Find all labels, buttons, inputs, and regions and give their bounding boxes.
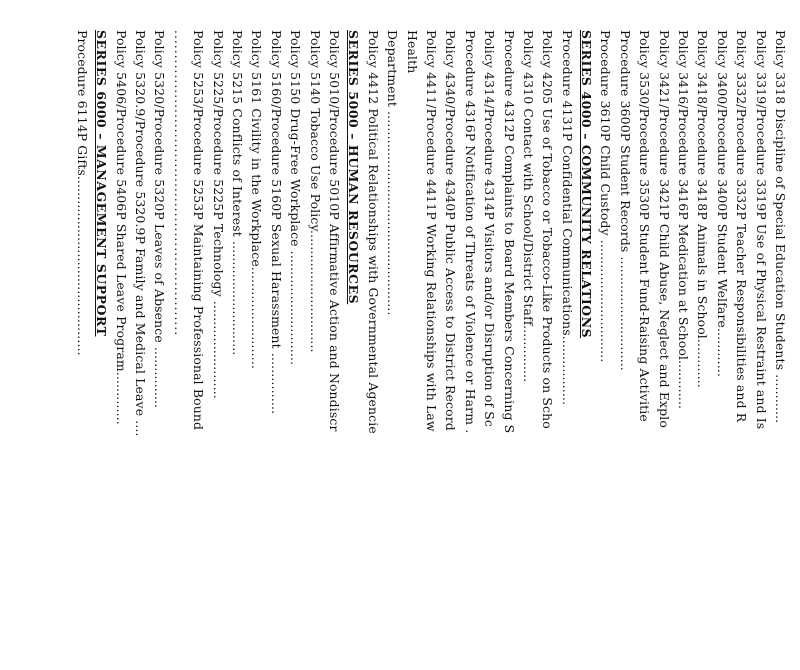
dot-leader-line: ..............................................................: [171, 30, 187, 337]
toc-line: Policy 5225/Procedure 5225P Technology ........................: [210, 30, 226, 399]
toc-line: Policy 3332/Procedure 3332P Teacher Responsibilities and R: [734, 30, 750, 423]
toc-line: Policy 3421/Procedure 3421P Child Abuse, Neglect and Explo: [656, 30, 672, 428]
toc-line: Policy 3418/Procedure 3418P Animals in School............: [695, 30, 711, 388]
toc-line: Policy 5406/Procedure 5406P Shared Leave Program.............: [113, 30, 129, 425]
toc-line: Policy 3530/Procedure 3530P Student Fund-Raising Activitie: [637, 30, 653, 422]
toc-line: Policy 5160/Procedure 5160P Sexual Harassment ...............: [268, 30, 284, 415]
toc-line: Policy 5140 Tobacco Use Policy..............................: [307, 30, 323, 353]
toc-line: Policy 5253/Procedure 5253P Maintaining Professional Bound: [191, 30, 207, 431]
toc-line: Department ..................................................: [385, 30, 401, 316]
series-heading: SERIES 4000 – COMMUNITY RELATIONS: [579, 30, 595, 339]
toc-line: Procedure 3600P Student Records ............................: [617, 30, 633, 372]
toc-line: Policy 4411/Procedure 4411P Working Relationships with Law: [423, 30, 439, 432]
toc-line: Policy 4310 Contact with School/District Staff..............: [520, 30, 536, 383]
toc-line: Procedure 4131P Confidential Communications.................: [559, 30, 575, 406]
toc-line: Policy 4314/Procedure 4314P Visitors and/or Disruption of Sc: [482, 30, 498, 428]
toc-line: Policy 3318 Discipline of Special Education Students ............: [773, 30, 788, 424]
toc-line: Policy 5010/Procedure 5010P Affirmative Action and Nondiscr: [327, 30, 343, 432]
toc-line: Policy 5320.9/Procedure 5320.9P Family and Medical Leave ....: [133, 30, 149, 437]
toc-line: Policy 3416/Procedure 3416P Medication at School............: [676, 30, 692, 410]
toc-line: Policy 5320/Procedure 5320P Leaves of Absence ...............: [152, 30, 168, 409]
toc-line: Procedure 4312P Complaints to Board Members Concerning S: [501, 30, 517, 434]
toc-line: Procedure 6114P Gifts............................................: [74, 30, 90, 356]
toc-line: Policy 5215 Conflicts of Interest ............................: [230, 30, 246, 356]
toc-line: Policy 5161 Civility in the Workplace.........................: [249, 30, 265, 370]
toc-line: Health: [404, 30, 420, 74]
toc-line: Policy 4205 Use of Tobacco or Tobacco-Like Products on Scho: [540, 30, 556, 429]
series-heading: SERIES 5000 – HUMAN RESOURCES: [346, 30, 362, 305]
toc-line: Procedure 4316P Notification of Threats of Violence or Harm .: [462, 30, 478, 434]
toc-line: Policy 4412 Political Relationships with Governmental Agencie: [365, 30, 381, 434]
toc-line: Policy 5150 Drug-Free Workplace ............................: [288, 30, 304, 366]
toc-line: Policy 3400/Procedure 3400P Student Welfare............: [714, 30, 730, 378]
toc-line: Procedure 3610P Child Custody ..............................: [598, 30, 614, 363]
toc-line: Policy 3319/Procedure 3319P Use of Physical Restraint and Is: [753, 30, 769, 430]
table-of-contents: [73, 30, 790, 670]
toc-line: Policy 4340/Procedure 4340P Public Access to District Record: [443, 30, 459, 431]
series-heading: SERIES 6000 – MANAGEMENT SUPPORT: [94, 30, 110, 337]
